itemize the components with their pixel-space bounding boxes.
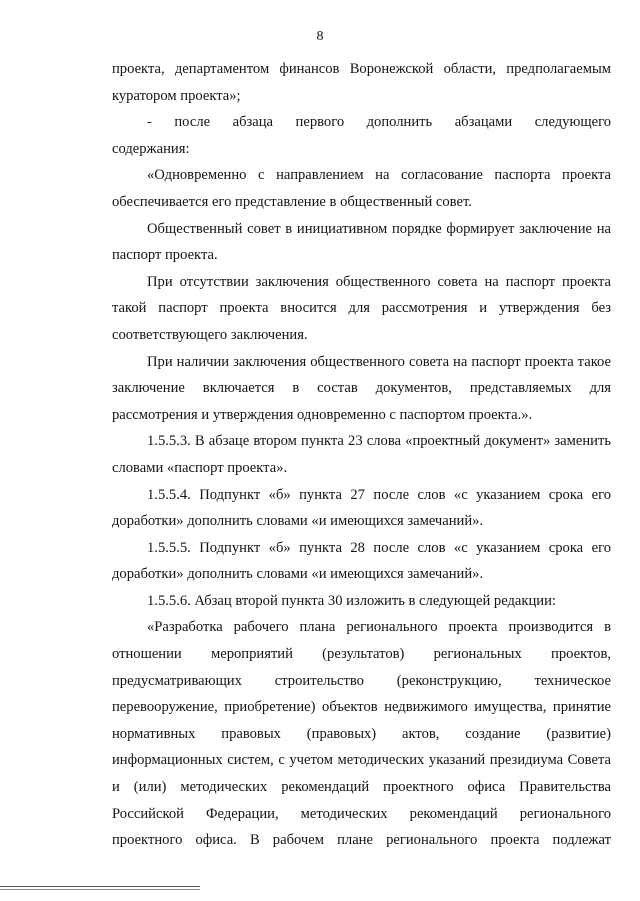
dash-item-continuation: содержания: [112,140,190,157]
footer-rule [0,886,200,887]
dash-word: первого [295,114,345,131]
paragraph-continuation-line1: проекта, департаментом финансов Воронежской области, предполагаемым [112,61,611,77]
paragraph: Общественный совет в инициативном порядке формирует заключение на паспорт проекта. [112,220,611,264]
dash-word: следующего [534,114,611,131]
dash-word: - [147,114,152,131]
paragraph: При наличии заключения общественного совета на паспорт проекта такое заключение включается в состав документов, представляемых для рассмотрения и утверждения одновременно с паспортом проекта.». [112,353,611,423]
dash-word: абзацами [454,114,513,131]
paragraph: При отсутствии заключения общественного совета на паспорт проекта такой паспорт проекта вносится для рассмотрения и утверждения без соответствующего заключения. [112,273,611,343]
paragraph: 1.5.5.6. Абзац второй пункта 30 изложить в следующей редакции: [147,592,556,609]
page-number: 8 [316,29,324,44]
paragraph: 1.5.5.4. Подпункт «б» пункта 27 после слов «с указанием срока его доработки» дополнить словами «и имеющихся замечаний». [112,486,611,530]
document-body [112,56,611,854]
dash-word: после [174,114,211,131]
paragraph: 1.5.5.5. Подпункт «б» пункта 28 после слов «с указанием срока его доработки» дополнить словами «и имеющихся замечаний». [112,539,611,583]
dash-word: абзаца [232,114,274,131]
paragraph-last: «Разработка рабочего плана регионального проекта производится в отношении мероприятий (результатов) региональных проектов, предусматривающих строительство (реконструкцию, техническое перевооружение, приобретение) объектов недвижимого имущества, принятие нормативных правовых (правовых) актов, создание (развитие) информационных систем, с учетом методических указаний президиума Совета и (или) методических рекомендаций проектного офиса Правительства Российской Федерации, методических рекомендаций регионального проектного офиса. В рабочем плане регионального проекта подлежат [112,619,611,849]
dash-word: дополнить [366,114,433,131]
paragraph-continuation-line2: куратором проекта»; [112,87,241,104]
paragraph: «Одновременно с направлением на согласование паспорта проекта обеспечивается его представление в общественный совет. [112,167,611,210]
footer-rule-secondary [0,889,200,890]
paragraph: 1.5.5.3. В абзаце втором пункта 23 слова «проектный документ» заменить словами «паспорт проекта». [112,433,611,476]
dash-list-item [112,109,611,136]
